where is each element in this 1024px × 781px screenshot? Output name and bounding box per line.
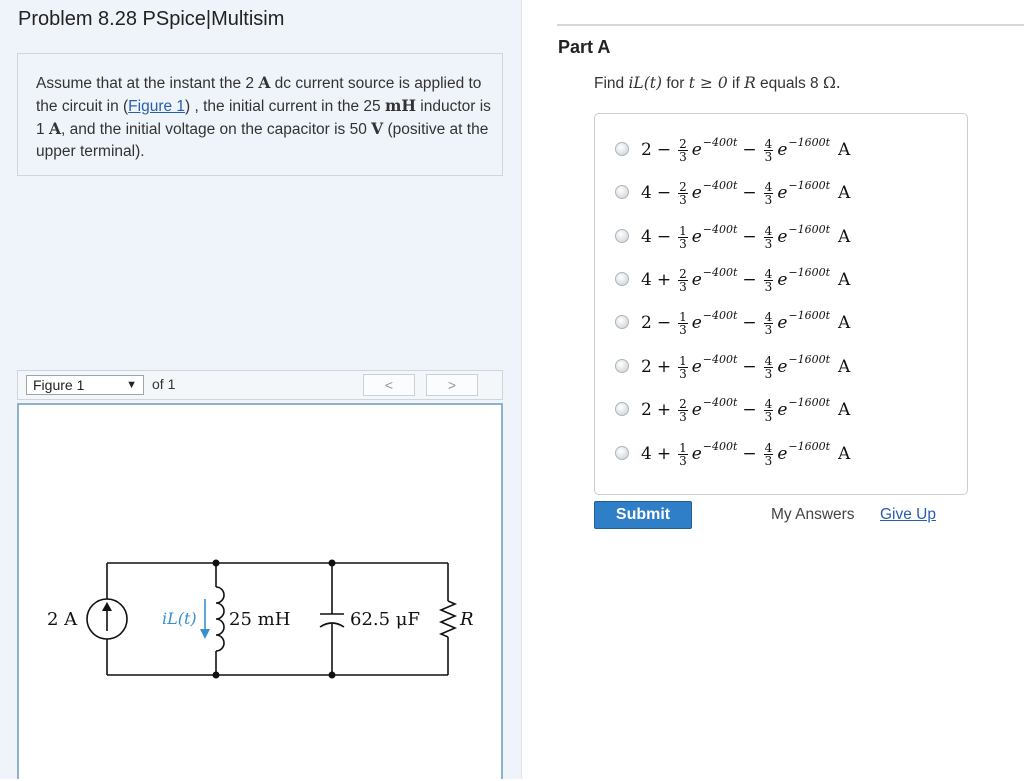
fraction-numerator: 4 <box>764 396 773 411</box>
fraction-numerator: 2 <box>679 396 687 411</box>
formula-operator: − <box>742 400 757 420</box>
formula-exponential: e <box>777 357 788 377</box>
answer-choice[interactable] <box>613 260 953 300</box>
next-figure-button[interactable]: > <box>426 374 478 396</box>
formula-fraction <box>764 398 774 423</box>
formula-fraction <box>678 398 688 423</box>
fraction-denominator: 3 <box>679 409 687 424</box>
formula-term: 2 <box>641 357 652 377</box>
fraction-numerator: 2 <box>679 136 687 151</box>
circuit-node <box>213 672 220 679</box>
formula-fraction <box>764 225 774 250</box>
question-text-part: equals 8 <box>755 75 823 92</box>
problem-text-part: dc current source is applied to the circuit in ( <box>36 75 482 115</box>
fraction-numerator: 4 <box>764 266 773 281</box>
formula-exponent: −1600t <box>788 265 831 279</box>
answer-formula <box>641 303 850 343</box>
formula-term: 4 <box>641 270 652 290</box>
answer-choices <box>594 113 968 495</box>
formula-exponent: −400t <box>702 308 738 322</box>
problem-statement <box>36 72 496 163</box>
problem-title: Problem 8.28 PSpice|Multisim <box>18 8 285 30</box>
formula-unit: A <box>838 400 851 420</box>
formula-operator: − <box>742 140 757 160</box>
formula-unit: A <box>838 357 851 377</box>
formula-term: 4 <box>641 444 652 464</box>
fraction-denominator: 3 <box>764 453 773 468</box>
formula-fraction <box>678 311 688 336</box>
radio-button[interactable] <box>615 229 629 243</box>
problem-unit: A <box>48 119 61 138</box>
fraction-numerator: 1 <box>679 440 687 455</box>
formula-exponential: e <box>691 357 702 377</box>
formula-fraction <box>678 355 688 380</box>
formula-exponential: e <box>777 270 788 290</box>
figure-count: of 1 <box>152 376 176 392</box>
fraction-denominator: 3 <box>679 322 687 337</box>
answer-choice[interactable] <box>613 173 953 213</box>
resistor-symbol <box>441 601 455 637</box>
fraction-denominator: 3 <box>679 453 687 468</box>
formula-exponential: e <box>691 140 702 160</box>
formula-fraction <box>764 268 774 293</box>
formula-operator: − <box>656 183 672 203</box>
formula-operator: − <box>656 313 672 333</box>
formula-exponent: −1600t <box>788 222 831 236</box>
fraction-denominator: 3 <box>679 149 687 164</box>
formula-exponential: e <box>691 313 702 333</box>
fraction-numerator: 1 <box>679 223 687 238</box>
formula-unit: A <box>838 183 851 203</box>
fraction-numerator: 4 <box>764 309 773 324</box>
fraction-numerator: 4 <box>764 179 773 194</box>
answer-choice[interactable] <box>613 434 953 474</box>
question-text <box>594 74 841 93</box>
problem-text-part: Assume that at the instant the 2 <box>36 75 259 92</box>
capacitor-label: 62.5 μF <box>350 609 420 630</box>
formula-unit: A <box>838 227 851 247</box>
problem-text-part: (positive at the upper terminal). <box>36 121 489 160</box>
question-variable: R <box>744 74 756 92</box>
formula-fraction <box>678 225 688 250</box>
problem-unit: V <box>371 119 384 138</box>
radio-button[interactable] <box>615 272 629 286</box>
fraction-numerator: 1 <box>679 309 687 324</box>
fraction-numerator: 4 <box>764 223 773 238</box>
formula-exponential: e <box>777 444 788 464</box>
answer-formula <box>641 347 850 387</box>
formula-exponent: −1600t <box>788 178 831 192</box>
current-arrow-head <box>200 629 210 639</box>
inductor-symbol <box>216 587 224 651</box>
formula-exponent: −400t <box>702 395 738 409</box>
formula-exponent: −400t <box>702 135 738 149</box>
formula-exponential: e <box>777 227 788 247</box>
answer-choice[interactable] <box>613 130 953 170</box>
answer-choice[interactable] <box>613 303 953 343</box>
fraction-denominator: 3 <box>764 279 773 294</box>
circuit-node <box>213 560 220 567</box>
formula-term: 2 <box>641 313 652 333</box>
fraction-denominator: 3 <box>764 149 773 164</box>
formula-exponent: −1600t <box>788 135 831 149</box>
dropdown-caret-icon: ▼ <box>126 379 137 391</box>
formula-term: 4 <box>641 183 652 203</box>
formula-term: 2 <box>641 140 652 160</box>
formula-exponential: e <box>777 400 788 420</box>
formula-operator: − <box>742 270 757 290</box>
inductor-label: 25 mH <box>229 609 291 630</box>
question-text-part: if <box>727 75 745 92</box>
formula-unit: A <box>838 313 851 333</box>
resistor-label: R <box>460 609 474 630</box>
formula-fraction <box>764 311 774 336</box>
question-text-part: Find <box>594 75 629 92</box>
question-text-part: for <box>662 75 689 92</box>
question-condition: t ≥ 0 <box>688 74 728 92</box>
fraction-denominator: 3 <box>764 366 773 381</box>
problem-text-part: ) , the initial current in the 25 <box>185 98 385 115</box>
circuit-node <box>329 672 336 679</box>
current-label: iL(t) <box>162 609 197 628</box>
formula-exponent: −1600t <box>788 395 831 409</box>
question-variable: iL(t) <box>628 74 663 92</box>
problem-unit: mH <box>384 96 416 115</box>
figure-navigation-bar <box>17 370 503 400</box>
answer-formula <box>641 390 850 430</box>
formula-exponential: e <box>777 313 788 333</box>
source-arrow-head <box>102 602 112 611</box>
problem-text-part: inductor is 1 <box>36 98 491 138</box>
fraction-numerator: 4 <box>764 353 773 368</box>
question-unit: Ω. <box>822 74 841 92</box>
formula-fraction <box>678 138 688 163</box>
formula-exponential: e <box>691 444 702 464</box>
formula-exponential: e <box>691 227 702 247</box>
formula-exponential: e <box>691 183 702 203</box>
fraction-denominator: 3 <box>764 192 773 207</box>
formula-operator: − <box>742 357 757 377</box>
radio-button[interactable] <box>615 185 629 199</box>
answer-formula <box>641 434 850 474</box>
formula-operator: − <box>742 313 757 333</box>
answer-choice[interactable] <box>613 217 953 257</box>
my-answers-link[interactable]: My Answers <box>771 506 855 523</box>
formula-fraction <box>764 181 774 206</box>
fraction-denominator: 3 <box>764 409 773 424</box>
fraction-numerator: 1 <box>679 353 687 368</box>
formula-unit: A <box>838 270 851 290</box>
formula-operator: − <box>742 227 757 247</box>
answer-formula <box>641 260 850 300</box>
fraction-numerator: 4 <box>764 136 773 151</box>
radio-button[interactable] <box>615 142 629 156</box>
previous-figure-button[interactable]: < <box>363 374 415 396</box>
radio-button[interactable] <box>615 315 629 329</box>
fraction-denominator: 3 <box>679 236 687 251</box>
formula-fraction <box>764 442 774 467</box>
submit-button[interactable]: Submit <box>594 501 692 529</box>
problem-statement-box <box>17 53 503 176</box>
formula-fraction <box>678 268 688 293</box>
formula-fraction <box>764 138 774 163</box>
radio-button[interactable] <box>615 446 629 460</box>
formula-unit: A <box>838 444 851 464</box>
fraction-denominator: 3 <box>679 192 687 207</box>
formula-exponential: e <box>777 140 788 160</box>
give-up-link[interactable]: Give Up <box>880 506 936 523</box>
formula-operator: − <box>742 444 757 464</box>
answer-formula <box>641 217 850 257</box>
part-title: Part A <box>558 37 611 57</box>
answer-choice[interactable] <box>613 347 953 387</box>
fraction-denominator: 3 <box>679 279 687 294</box>
answer-choice[interactable] <box>613 390 953 430</box>
answer-formula <box>641 173 850 213</box>
fraction-numerator: 4 <box>764 440 773 455</box>
formula-exponent: −1600t <box>788 308 831 322</box>
source-label: 2 A <box>47 609 78 630</box>
radio-button[interactable] <box>615 402 629 416</box>
formula-exponent: −1600t <box>788 439 831 453</box>
formula-exponent: −400t <box>702 222 738 236</box>
formula-exponent: −400t <box>702 439 738 453</box>
figure-select-value: Figure 1 <box>33 377 85 393</box>
formula-unit: A <box>838 140 851 160</box>
answer-formula <box>641 130 850 170</box>
formula-fraction <box>764 355 774 380</box>
figure-select[interactable] <box>26 375 144 395</box>
formula-operator: + <box>656 270 672 290</box>
fraction-denominator: 3 <box>764 322 773 337</box>
formula-exponent: −400t <box>702 265 738 279</box>
fraction-denominator: 3 <box>679 366 687 381</box>
fraction-numerator: 2 <box>679 179 687 194</box>
formula-exponent: −1600t <box>788 352 831 366</box>
problem-text-part: , and the initial voltage on the capacitor is 50 <box>60 121 372 138</box>
formula-term: 2 <box>641 400 652 420</box>
formula-exponential: e <box>777 183 788 203</box>
formula-fraction <box>678 442 688 467</box>
divider <box>557 24 1024 26</box>
formula-exponent: −400t <box>702 178 738 192</box>
formula-fraction <box>678 181 688 206</box>
formula-exponential: e <box>691 400 702 420</box>
radio-button[interactable] <box>615 359 629 373</box>
formula-term: 4 <box>641 227 652 247</box>
circuit-diagram <box>19 405 501 781</box>
problem-unit: A <box>258 73 271 92</box>
figure-panel <box>17 403 503 779</box>
formula-operator: + <box>656 357 672 377</box>
fraction-denominator: 3 <box>764 236 773 251</box>
formula-exponent: −400t <box>702 352 738 366</box>
fraction-numerator: 2 <box>679 266 687 281</box>
formula-operator: + <box>656 444 672 464</box>
formula-operator: − <box>656 140 672 160</box>
formula-operator: + <box>656 400 672 420</box>
figure-1-link[interactable]: Figure 1 <box>128 98 186 115</box>
formula-exponential: e <box>691 270 702 290</box>
formula-operator: − <box>742 183 757 203</box>
circuit-node <box>329 560 336 567</box>
formula-operator: − <box>656 227 672 247</box>
